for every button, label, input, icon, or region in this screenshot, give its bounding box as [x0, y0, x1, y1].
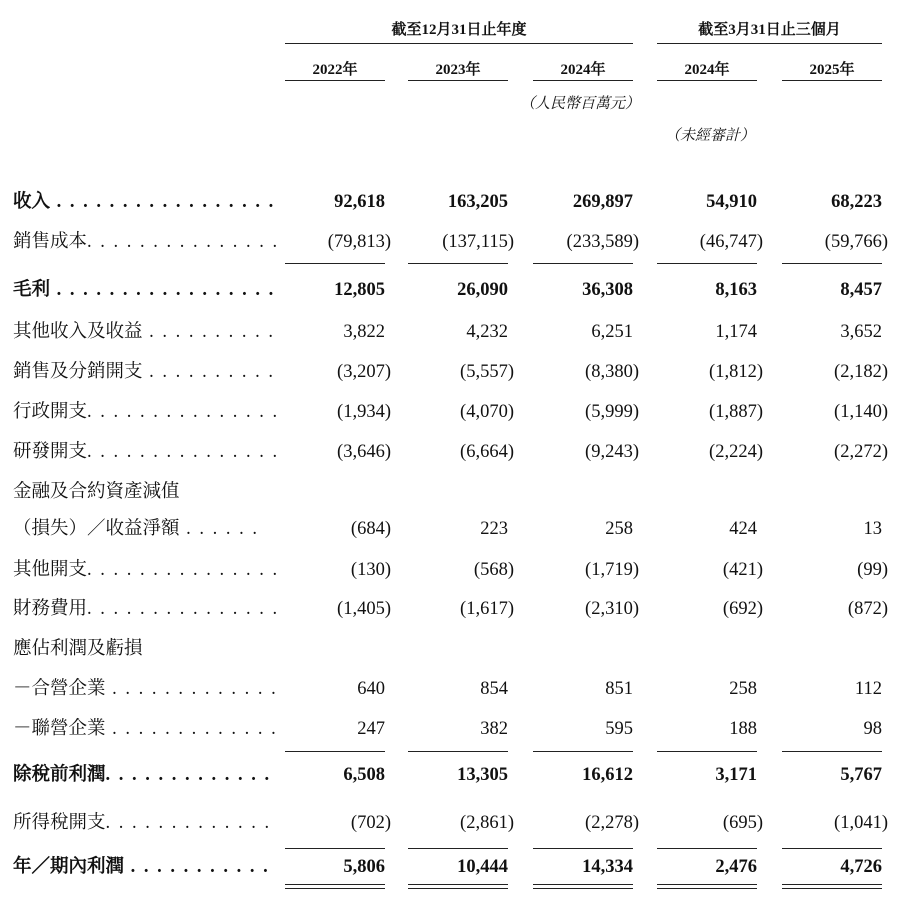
double-rule-2022-a [285, 884, 385, 885]
statement-row [0, 594, 900, 624]
row-label [13, 760, 271, 790]
row-label-text: 其他開支 [13, 560, 88, 580]
row-value-col-2: (1,719) [585, 560, 639, 580]
row-value-col-3: (46,747) [699, 232, 763, 252]
row-value-col-0: 12,805 [334, 280, 385, 300]
col-rule-2022 [285, 80, 385, 81]
row-value-col-0: (684) [350, 519, 391, 539]
row-value-col-2: 851 [605, 679, 633, 699]
double-rule-2023-a [408, 884, 508, 885]
rule-after-cost-2022 [285, 263, 385, 264]
row-value-col-3: (2,224) [709, 442, 763, 462]
row-value-col-1: (4,070) [460, 402, 514, 422]
rule-before-pbt-2022 [285, 751, 385, 752]
double-rule-2025-q-b [782, 888, 882, 889]
row-value-col-2: 6,251 [591, 322, 633, 342]
row-label [13, 852, 270, 882]
col-rule-2024 [533, 80, 633, 81]
rule-before-pbt-2024-q [657, 751, 757, 752]
row-label [13, 187, 275, 217]
row-label-text: 行政開支 [13, 402, 88, 422]
statement-row [0, 437, 900, 467]
row-label-text: 毛利 [13, 280, 51, 300]
row-value-col-4: 8,457 [840, 280, 882, 300]
row-value-col-4: 3,652 [840, 322, 882, 342]
row-value-col-4: 4,726 [840, 857, 882, 877]
row-value-col-3: 258 [729, 679, 757, 699]
row-label-text: 其他收入及收益 [13, 322, 143, 342]
double-rule-2024-b [533, 888, 633, 889]
col-rule-2023 [408, 80, 508, 81]
rule-before-profit-2023 [408, 848, 508, 849]
row-leader-dots: . . . . . . . . . . . . . [105, 679, 278, 699]
statement-row [0, 808, 900, 838]
row-value-col-4: 68,223 [831, 192, 882, 212]
header-group-quarter-rule [657, 43, 882, 44]
row-value-col-1: (568) [473, 560, 514, 580]
statement-row [0, 397, 900, 427]
row-value-col-2: (2,278) [585, 813, 639, 833]
col-rule-2025-q [782, 80, 882, 81]
row-value-col-1: 163,205 [447, 192, 508, 212]
rule-before-profit-2022 [285, 848, 385, 849]
row-leader-dots: . . . . . . [179, 519, 260, 539]
row-value-col-0: (702) [350, 813, 391, 833]
row-leader-dots: . . . . . . . . . . . . . . . [87, 442, 280, 462]
row-value-col-0: (1,934) [337, 402, 391, 422]
row-value-col-4: 13 [863, 519, 882, 539]
col-header-2024-q: 2024年 [684, 62, 730, 78]
row-value-col-2: 14,334 [582, 857, 633, 877]
row-value-col-0: (130) [350, 560, 391, 580]
row-label [13, 357, 275, 387]
row-value-col-1: 10,444 [457, 857, 508, 877]
row-value-col-3: (421) [722, 560, 763, 580]
rule-before-profit-2024 [533, 848, 633, 849]
row-label-text: －聯營企業 [13, 719, 106, 739]
unit-note: （人民幣百萬元） [519, 96, 640, 112]
row-label [13, 397, 279, 427]
col-header-2023: 2023年 [435, 62, 481, 78]
row-value-col-0: 6,508 [343, 765, 385, 785]
row-label [13, 477, 180, 507]
rule-before-profit-2025-q [782, 848, 882, 849]
double-rule-2025-q-a [782, 884, 882, 885]
row-label [13, 634, 143, 664]
row-leader-dots: . . . . . . . . . . . . . . . [87, 402, 280, 422]
row-value-col-0: 247 [357, 719, 385, 739]
statement-row [0, 357, 900, 387]
double-rule-2022-b [285, 888, 385, 889]
row-label [13, 275, 275, 305]
row-value-col-4: (872) [847, 599, 888, 619]
statement-row [0, 714, 900, 744]
rule-after-cost-2024 [533, 263, 633, 264]
row-value-col-4: 5,767 [840, 765, 882, 785]
row-leader-dots: . . . . . . . . . . . . . [105, 813, 272, 833]
row-label-text: 除稅前利潤 [13, 765, 106, 785]
row-value-col-0: (1,405) [337, 599, 391, 619]
row-value-col-1: 26,090 [457, 280, 508, 300]
row-value-col-4: (1,041) [834, 813, 888, 833]
row-label-text: 收入 [13, 192, 51, 212]
statement-row [0, 477, 900, 507]
row-value-col-3: 3,171 [715, 765, 757, 785]
unaudited-note: （未經審計） [664, 128, 755, 144]
row-value-col-3: 8,163 [715, 280, 757, 300]
row-value-col-3: (692) [722, 599, 763, 619]
row-leader-dots: . . . . . . . . . . [142, 362, 276, 382]
row-label-text: 銷售成本 [13, 232, 88, 252]
row-value-col-4: 112 [854, 679, 882, 699]
row-leader-dots: . . . . . . . . . . [142, 322, 276, 342]
row-label [13, 227, 279, 257]
row-value-col-2: (2,310) [585, 599, 639, 619]
row-value-col-0: 92,618 [334, 192, 385, 212]
row-value-col-4: (1,140) [834, 402, 888, 422]
header-group-fiscal-year: 截至12月31日止年度 [391, 22, 527, 38]
row-label [13, 437, 279, 467]
rule-after-cost-2024-q [657, 263, 757, 264]
row-leader-dots: . . . . . . . . . . . . . . . . . [50, 192, 276, 212]
row-leader-dots: . . . . . . . . . . . [124, 857, 270, 877]
col-header-2022: 2022年 [312, 62, 358, 78]
row-label [13, 594, 279, 624]
row-value-col-0: 3,822 [343, 322, 385, 342]
rule-after-cost-2023 [408, 263, 508, 264]
row-leader-dots: . . . . . . . . . . . . . [105, 765, 272, 785]
statement-row [0, 555, 900, 585]
statement-row [0, 674, 900, 704]
row-value-col-3: (1,812) [709, 362, 763, 382]
row-value-col-0: (3,207) [337, 362, 391, 382]
row-value-col-1: 4,232 [466, 322, 508, 342]
row-value-col-0: (79,813) [327, 232, 391, 252]
statement-row [0, 187, 900, 217]
row-value-col-2: 16,612 [582, 765, 633, 785]
row-leader-dots: . . . . . . . . . . . . . . . . . [50, 280, 276, 300]
row-value-col-0: 5,806 [343, 857, 385, 877]
row-value-col-2: 258 [605, 519, 633, 539]
row-label-text: －合營企業 [13, 679, 106, 699]
row-leader-dots: . . . . . . . . . . . . . . . [87, 560, 280, 580]
row-leader-dots: . . . . . . . . . . . . . . . [87, 232, 280, 252]
row-value-col-3: (695) [722, 813, 763, 833]
row-value-col-2: 595 [605, 719, 633, 739]
double-rule-2024-q-a [657, 884, 757, 885]
row-value-col-4: (2,272) [834, 442, 888, 462]
row-value-col-2: (233,589) [566, 232, 639, 252]
row-value-col-2: (9,243) [585, 442, 639, 462]
row-value-col-2: (8,380) [585, 362, 639, 382]
col-header-2025-q: 2025年 [809, 62, 855, 78]
row-label [13, 808, 271, 838]
row-value-col-1: (5,557) [460, 362, 514, 382]
row-value-col-4: 98 [863, 719, 882, 739]
row-label [13, 317, 275, 347]
row-value-col-0: (3,646) [337, 442, 391, 462]
statement-row [0, 227, 900, 257]
rule-after-cost-2025-q [782, 263, 882, 264]
statement-row [0, 760, 900, 790]
row-value-col-3: (1,887) [709, 402, 763, 422]
row-label [13, 555, 279, 585]
row-value-col-3: 188 [729, 719, 757, 739]
col-header-2024: 2024年 [560, 62, 606, 78]
row-value-col-3: 424 [729, 519, 757, 539]
row-label [13, 714, 278, 744]
row-value-col-3: 54,910 [706, 192, 757, 212]
rule-before-pbt-2025-q [782, 751, 882, 752]
rule-before-pbt-2024 [533, 751, 633, 752]
statement-row [0, 852, 900, 882]
row-value-col-3: 1,174 [715, 322, 757, 342]
row-value-col-2: (5,999) [585, 402, 639, 422]
row-value-col-1: 382 [480, 719, 508, 739]
rule-before-profit-2024-q [657, 848, 757, 849]
statement-row [0, 514, 900, 544]
row-value-col-1: (2,861) [460, 813, 514, 833]
row-value-col-2: 269,897 [572, 192, 633, 212]
statement-row [0, 634, 900, 664]
row-label-text: 應佔利潤及虧損 [13, 639, 143, 659]
row-value-col-1: 854 [480, 679, 508, 699]
row-value-col-1: 223 [480, 519, 508, 539]
row-leader-dots: . . . . . . . . . . . . . . . [87, 599, 280, 619]
double-rule-2024-q-b [657, 888, 757, 889]
rule-before-pbt-2023 [408, 751, 508, 752]
row-label-text: 年／期內利潤 [13, 857, 125, 877]
row-value-col-1: (6,664) [460, 442, 514, 462]
row-value-col-2: 36,308 [582, 280, 633, 300]
row-label-text: 銷售及分銷開支 [13, 362, 143, 382]
row-label-text: 金融及合約資產減值 [13, 482, 180, 502]
row-label [13, 514, 259, 544]
row-value-col-4: (2,182) [834, 362, 888, 382]
row-label-text: 所得稅開支 [13, 813, 106, 833]
row-value-col-4: (59,766) [824, 232, 888, 252]
row-leader-dots: . . . . . . . . . . . . . [105, 719, 278, 739]
row-label-text: 財務費用 [13, 599, 88, 619]
row-value-col-0: 640 [357, 679, 385, 699]
row-value-col-3: 2,476 [715, 857, 757, 877]
row-value-col-1: (137,115) [442, 232, 514, 252]
row-value-col-1: 13,305 [457, 765, 508, 785]
header-group-fiscal-year-rule [285, 43, 633, 44]
double-rule-2023-b [408, 888, 508, 889]
row-label-text: 研發開支 [13, 442, 88, 462]
row-value-col-1: (1,617) [460, 599, 514, 619]
col-rule-2024-q [657, 80, 757, 81]
statement-row [0, 317, 900, 347]
row-label-text: （損失）／收益淨額 [13, 519, 180, 539]
statement-row [0, 275, 900, 305]
row-label [13, 674, 278, 704]
row-value-col-4: (99) [857, 560, 888, 580]
double-rule-2024-a [533, 884, 633, 885]
header-group-quarter: 截至3月31日止三個月 [698, 22, 841, 38]
